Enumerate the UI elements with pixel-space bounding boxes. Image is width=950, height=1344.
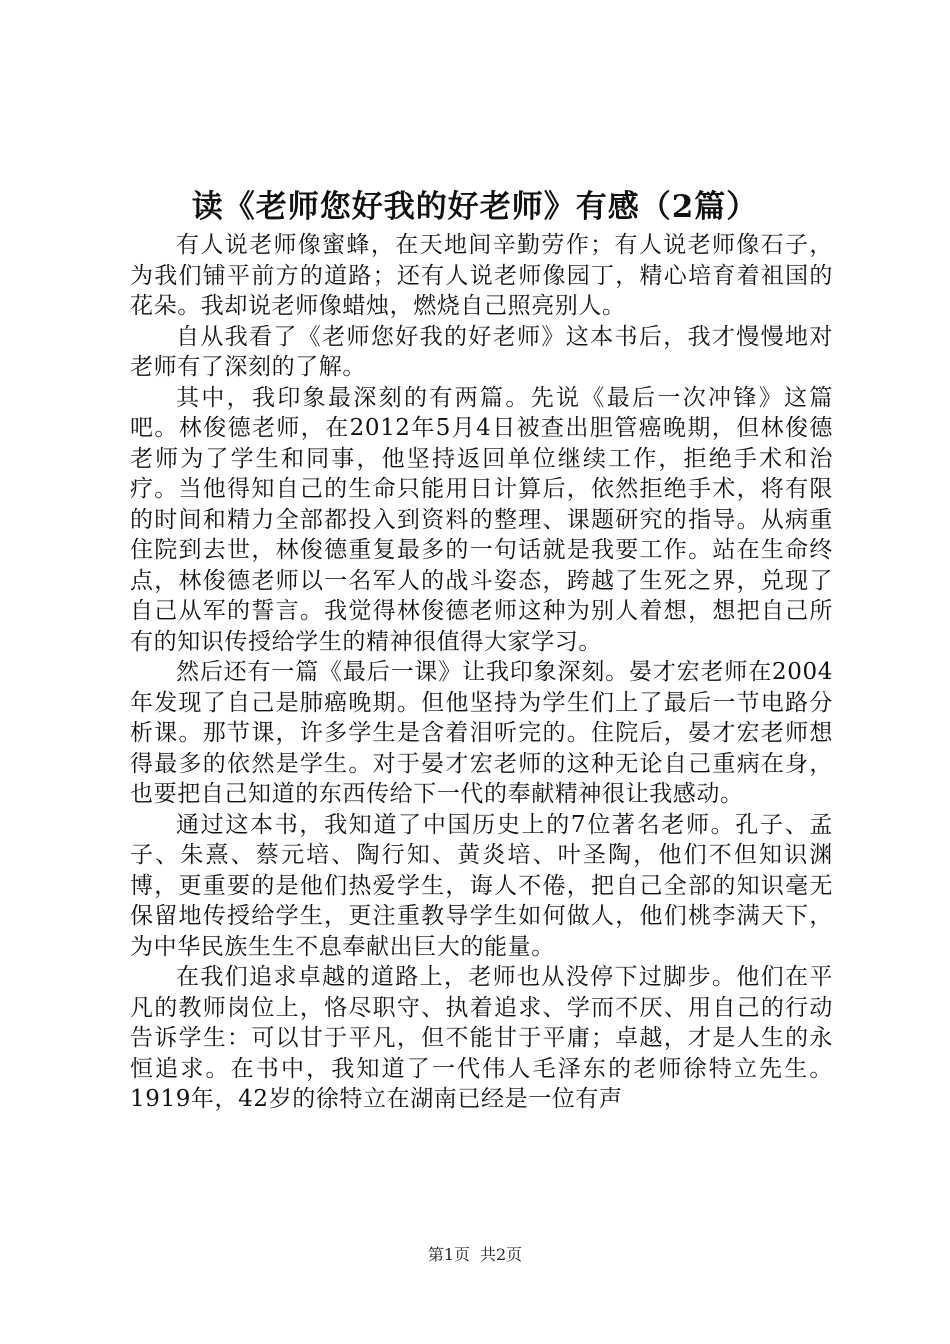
paragraph: 自从我看了《老师您好我的好老师》这本书后，我才慢慢地对老师有了深刻的了解。 (130, 323, 833, 380)
paragraph: 其中，我印象最深刻的有两篇。先说《最后一次冲锋》这篇吧。林俊德老师，在2012年5月4日被查出胆管癌晚期，但林俊德老师为了学生和同事，他坚持返回单位继续工作，拒绝手术和治疗。当他得知自己的生命只能用日计算后，依然拒绝手术，将有限的时间和精力全部都投入到资料的整理、课题研究的指导。从病重住院到去世，林俊德重复最多的一句话就是我要工作。站在生命终点，林俊德老师以一名军人的战斗姿态，跨越了生死之界，兑现了自己从军的誓言。我觉得林俊德老师这种为别人着想，想把自己所有的知识传授给学生的精神很值得大家学习。 (130, 384, 833, 655)
paragraph: 有人说老师像蜜蜂，在天地间辛勤劳作；有人说老师像石子，为我们铺平前方的道路；还有人说老师像园丁，精心培育着祖国的花朵。我却说老师像蜡烛，燃烧自己照亮别人。 (130, 232, 833, 319)
page-footer (0, 1245, 950, 1265)
page-number: 第1页 (427, 1245, 470, 1264)
document-title: 读《老师您好我的好老师》有感（2篇） (191, 189, 759, 225)
page-total: 共2页 (480, 1245, 523, 1264)
paragraph: 然后还有一篇《最后一课》让我印象深刻。晏才宏老师在2004年发现了自己是肺癌晚期。但他坚持为学生们上了最后一节电路分析课。那节课，许多学生是含着泪听完的。住院后，晏才宏老师想得最多的依然是学生。对于晏才宏老师的这种无论自己重病在身，也要把自己知道的东西传给下一代的奉献精神很让我感动。 (130, 659, 833, 807)
paragraph: 通过这本书，我知道了中国历史上的7位著名老师。孔子、孟子、朱熹、蔡元培、陶行知、黄炎培、叶圣陶，他们不但知识渊博，更重要的是他们热爱学生，诲人不倦，把自己全部的知识毫无保留地传授给学生，更注重教导学生如何做人，他们桃李满天下，为中华民族生生不息奉献出巨大的能量。 (130, 811, 833, 960)
document-body (130, 230, 833, 1115)
paragraph: 在我们追求卓越的道路上，老师也从没停下过脚步。他们在平凡的教师岗位上，恪尽职守、执着追求、学而不厌、用自己的行动告诉学生：可以甘于平凡，但不能甘于平庸；卓越，才是人生的永恒追求。在书中，我知道了一代伟人毛泽东的老师徐特立先生。1919年，42岁的徐特立在湖南已经是一位有声 (130, 964, 833, 1112)
